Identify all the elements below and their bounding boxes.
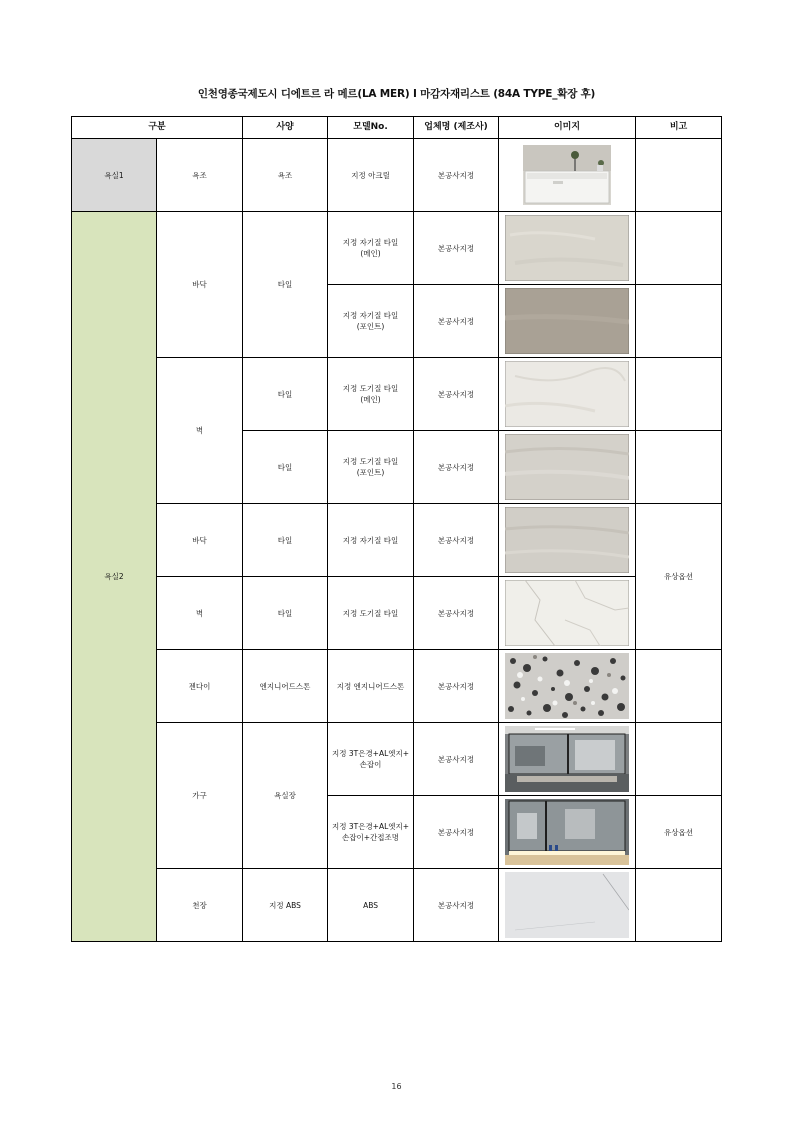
wall-tile-point-swatch xyxy=(505,434,629,500)
item-cell: 천장 xyxy=(157,869,243,942)
model-cell xyxy=(328,431,414,504)
area-bath2: 욕실2 xyxy=(72,212,157,942)
bathtub-photo xyxy=(523,145,611,205)
spec-cell: 타일 xyxy=(243,577,328,650)
area-bath1: 욕실1 xyxy=(72,139,157,212)
engineered-stone-swatch xyxy=(505,653,629,719)
model-text: 지정 도기질 타일 xyxy=(342,384,399,393)
model-cell xyxy=(328,212,414,285)
item-cell: 젠다이 xyxy=(157,650,243,723)
image-cell xyxy=(499,869,636,942)
wall-tile-main-swatch xyxy=(505,361,629,427)
note-cell xyxy=(636,869,722,942)
spec-cell: 타일 xyxy=(243,504,328,577)
image-cell xyxy=(499,212,636,285)
note-cell xyxy=(636,723,722,796)
maker-cell: 본공사지정 xyxy=(414,285,499,358)
finish-material-table xyxy=(71,116,722,942)
page-number: 16 xyxy=(391,1082,402,1091)
note-option: 유상옵션 xyxy=(636,504,722,650)
document-title: 인천영종국제도시 디에트르 라 메르(LA MER) I 마감자재리스트 (84A TYPE_확장 후) xyxy=(197,88,596,100)
table-row xyxy=(72,212,722,285)
model-cell xyxy=(328,358,414,431)
spec-cell: 타일 xyxy=(243,431,328,504)
header-note: 비고 xyxy=(636,117,722,139)
cabinet-lighting-photo xyxy=(505,799,629,865)
maker-cell: 본공사지정 xyxy=(414,796,499,869)
spec-cell: 지정 ABS xyxy=(243,869,328,942)
model-text: 지정 자기질 타일 xyxy=(342,311,399,320)
image-cell xyxy=(499,796,636,869)
cabinet-photo xyxy=(505,726,629,792)
image-cell xyxy=(499,650,636,723)
floor-tile-main-swatch xyxy=(505,215,629,281)
maker-cell: 본공사지정 xyxy=(414,358,499,431)
image-cell xyxy=(499,431,636,504)
note-cell xyxy=(636,358,722,431)
maker-cell: 본공사지정 xyxy=(414,869,499,942)
model-cell xyxy=(328,796,414,869)
maker-cell: 본공사지정 xyxy=(414,431,499,504)
option-floor-tile-swatch xyxy=(505,507,629,573)
option-wall-tile-swatch xyxy=(505,580,629,646)
table-row xyxy=(72,650,722,723)
spec-cell: 타일 xyxy=(243,358,328,431)
model-subtext: (포인트) xyxy=(356,322,385,331)
item-cell: 욕조 xyxy=(157,139,243,212)
model-text: 지정 도기질 타일 xyxy=(342,457,399,466)
table-row xyxy=(72,577,722,650)
model-cell: ABS xyxy=(328,869,414,942)
model-text: 지정 3T은경+AL엣지+ xyxy=(331,822,410,831)
item-wall: 벽 xyxy=(157,358,243,504)
image-cell xyxy=(499,358,636,431)
model-cell: 지정 엔지니어드스톤 xyxy=(328,650,414,723)
image-cell xyxy=(499,285,636,358)
table-row xyxy=(72,869,722,942)
maker-cell: 본공사지정 xyxy=(414,723,499,796)
table-row xyxy=(72,504,722,577)
maker-cell: 본공사지정 xyxy=(414,504,499,577)
note-cell xyxy=(636,431,722,504)
item-cabinet: 가구 xyxy=(157,723,243,869)
maker-cell: 본공사지정 xyxy=(414,139,499,212)
model-text: 지정 자기질 타일 xyxy=(342,238,399,247)
table-row xyxy=(72,723,722,796)
note-cell xyxy=(636,285,722,358)
maker-cell: 본공사지정 xyxy=(414,650,499,723)
image-cell xyxy=(499,577,636,650)
model-cell: 지정 자기질 타일 xyxy=(328,504,414,577)
header-maker: 업체명 (제조사) xyxy=(414,117,499,139)
spec-floor: 타일 xyxy=(243,212,328,358)
model-cell xyxy=(328,723,414,796)
maker-cell: 본공사지정 xyxy=(414,577,499,650)
note-cell xyxy=(636,139,722,212)
item-cell: 벽 xyxy=(157,577,243,650)
spec-cabinet: 욕실장 xyxy=(243,723,328,869)
header-division: 구분 xyxy=(72,117,243,139)
image-cell xyxy=(499,723,636,796)
table-header-row xyxy=(72,117,722,139)
header-image: 이미지 xyxy=(499,117,636,139)
model-cell: 지정 아크릴 xyxy=(328,139,414,212)
header-model: 모델No. xyxy=(328,117,414,139)
table-row xyxy=(72,139,722,212)
model-subtext: (메인) xyxy=(360,249,381,258)
note-cell xyxy=(636,212,722,285)
note-option: 유상옵션 xyxy=(636,796,722,869)
model-cell xyxy=(328,285,414,358)
image-cell xyxy=(499,504,636,577)
model-text: 지정 3T은경+AL엣지+ xyxy=(331,749,410,758)
spec-cell: 욕조 xyxy=(243,139,328,212)
spec-cell: 엔지니어드스톤 xyxy=(243,650,328,723)
table-row xyxy=(72,358,722,431)
header-spec: 사양 xyxy=(243,117,328,139)
maker-cell: 본공사지정 xyxy=(414,212,499,285)
item-cell: 바닥 xyxy=(157,504,243,577)
model-subtext: 손잡이+간접조명 xyxy=(342,833,400,842)
note-cell xyxy=(636,650,722,723)
item-floor: 바닥 xyxy=(157,212,243,358)
model-subtext: (포인트) xyxy=(356,468,385,477)
floor-tile-point-swatch xyxy=(505,288,629,354)
model-subtext: 손잡이 xyxy=(359,760,382,769)
image-cell xyxy=(499,139,636,212)
model-subtext: (메인) xyxy=(360,395,381,404)
ceiling-abs-photo xyxy=(505,872,629,938)
model-cell: 지정 도기질 타일 xyxy=(328,577,414,650)
